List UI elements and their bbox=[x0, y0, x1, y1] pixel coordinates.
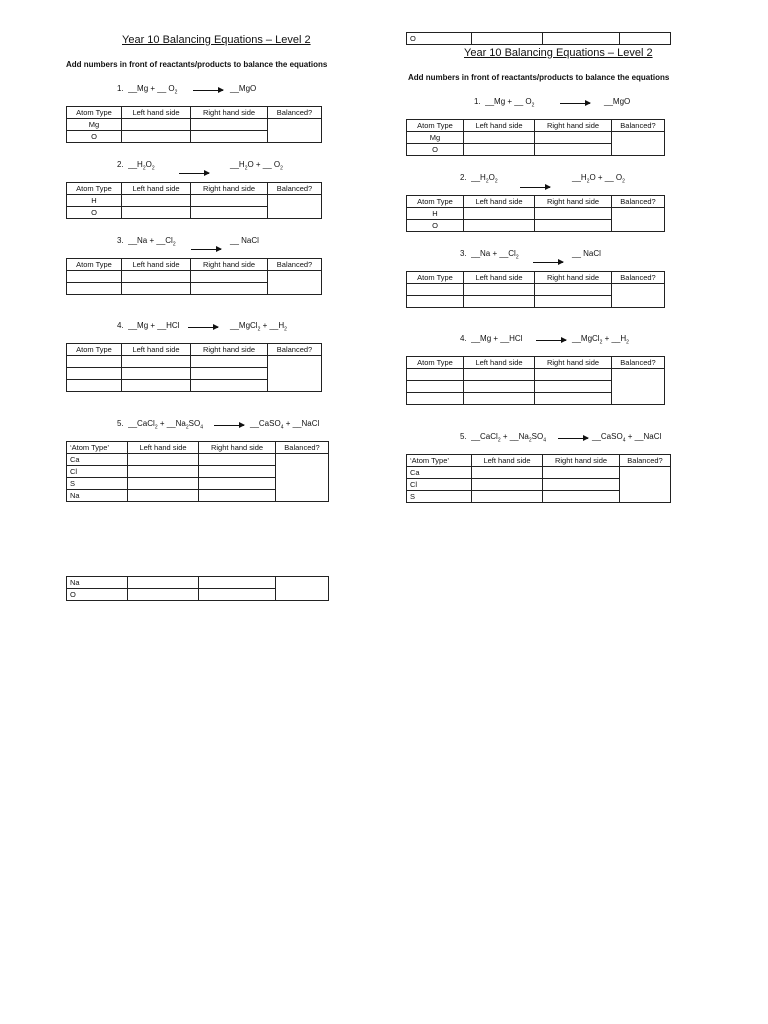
equation-4: 4. __Mg + __HCl bbox=[117, 321, 180, 330]
col-atom-type: Atom Type bbox=[407, 196, 464, 208]
arrow-icon bbox=[179, 173, 209, 174]
atom-table-2 bbox=[66, 182, 322, 219]
balanced-cell[interactable] bbox=[620, 33, 671, 45]
equation-1b-product: __MgO bbox=[604, 97, 631, 106]
page-title: Year 10 Balancing Equations – Level 2 bbox=[122, 34, 311, 46]
instructions-2: Add numbers in front of reactants/products to balance the equations bbox=[408, 73, 670, 82]
balanced-cell[interactable] bbox=[612, 369, 665, 405]
col-atom-type: Atom Type bbox=[67, 259, 122, 271]
rhs-cell[interactable] bbox=[535, 296, 612, 308]
atom-label: Ca bbox=[407, 467, 472, 479]
col-lhs: Left hand side bbox=[122, 344, 191, 356]
col-lhs: Left hand side bbox=[472, 455, 543, 467]
col-lhs: Left hand side bbox=[464, 357, 535, 369]
lhs-cell[interactable] bbox=[122, 271, 191, 283]
atom-label: Cl bbox=[407, 479, 472, 491]
balanced-cell[interactable] bbox=[612, 208, 665, 232]
balanced-cell[interactable] bbox=[620, 467, 671, 503]
lhs-cell[interactable] bbox=[464, 296, 535, 308]
atom-label: O bbox=[407, 33, 472, 45]
arrow-icon bbox=[558, 438, 588, 439]
rhs-cell[interactable] bbox=[199, 490, 276, 502]
col-lhs: Left hand side bbox=[464, 120, 535, 132]
rhs-cell[interactable] bbox=[535, 369, 612, 381]
col-balanced: Balanced? bbox=[268, 344, 322, 356]
atom-label: Mg bbox=[67, 119, 122, 131]
balanced-cell[interactable] bbox=[276, 577, 329, 601]
col-rhs: Right hand side bbox=[199, 442, 276, 454]
atom-cell[interactable] bbox=[407, 284, 464, 296]
equation-3-product: __ NaCl bbox=[230, 236, 259, 245]
rhs-cell[interactable] bbox=[199, 454, 276, 466]
col-atom-type: ‘Atom Type’ bbox=[407, 455, 472, 467]
col-balanced: Balanced? bbox=[268, 107, 322, 119]
col-balanced: Balanced? bbox=[276, 442, 329, 454]
lhs-cell[interactable] bbox=[128, 478, 199, 490]
balanced-cell[interactable] bbox=[276, 454, 329, 502]
atom-cell[interactable] bbox=[67, 283, 122, 295]
atom-label: S bbox=[407, 491, 472, 503]
col-atom-type: ‘Atom Type’ bbox=[67, 442, 128, 454]
equation-1: 1. __Mg + __ $O_2$ bbox=[117, 84, 178, 96]
rhs-cell[interactable] bbox=[535, 208, 612, 220]
col-balanced: Balanced? bbox=[268, 183, 322, 195]
col-rhs: Right hand side bbox=[535, 357, 612, 369]
lhs-cell[interactable] bbox=[464, 144, 535, 156]
col-balanced: Balanced? bbox=[612, 196, 665, 208]
col-rhs: Right hand side bbox=[543, 455, 620, 467]
lhs-cell[interactable] bbox=[128, 589, 199, 601]
col-atom-type: Atom Type bbox=[407, 120, 464, 132]
col-atom-type: Atom Type bbox=[407, 357, 464, 369]
equation-3b-product: __ NaCl bbox=[572, 249, 601, 258]
rhs-cell[interactable] bbox=[535, 284, 612, 296]
col-atom-type: Atom Type bbox=[67, 344, 122, 356]
equation-1b: 1. __Mg + __ $O_2$ bbox=[474, 97, 535, 109]
arrow-icon bbox=[520, 187, 550, 188]
atom-table-2b bbox=[406, 195, 665, 232]
rhs-cell[interactable] bbox=[535, 132, 612, 144]
col-lhs: Left hand side bbox=[464, 196, 535, 208]
atom-label: O bbox=[67, 131, 122, 143]
col-lhs: Left hand side bbox=[464, 272, 535, 284]
lhs-cell[interactable] bbox=[464, 393, 535, 405]
col-balanced: Balanced? bbox=[612, 120, 665, 132]
rhs-cell[interactable] bbox=[543, 467, 620, 479]
lhs-cell[interactable] bbox=[464, 208, 535, 220]
atom-label: Mg bbox=[407, 132, 464, 144]
col-balanced: Balanced? bbox=[612, 272, 665, 284]
arrow-icon bbox=[560, 103, 590, 104]
rhs-cell[interactable] bbox=[191, 207, 268, 219]
equation-4b: 4. __Mg + __HCl bbox=[460, 334, 523, 343]
equation-2b: 2. $\_\_H_2O_2$ bbox=[460, 173, 498, 185]
atom-table-4b bbox=[406, 356, 665, 405]
balanced-cell[interactable] bbox=[268, 271, 322, 295]
atom-cell[interactable] bbox=[407, 369, 464, 381]
col-atom-type: Atom Type bbox=[67, 107, 122, 119]
balanced-cell[interactable] bbox=[268, 119, 322, 143]
page-title-2: Year 10 Balancing Equations – Level 2 bbox=[464, 47, 653, 59]
rhs-cell[interactable] bbox=[199, 577, 276, 589]
atom-label: Cl bbox=[67, 466, 128, 478]
atom-label: S bbox=[67, 478, 128, 490]
arrow-icon bbox=[193, 90, 223, 91]
equation-2-product: $\_\_H_2O$ + __ $O_2$ bbox=[230, 160, 283, 172]
col-rhs: Right hand side bbox=[535, 272, 612, 284]
rhs-cell[interactable] bbox=[191, 131, 268, 143]
rhs-cell[interactable] bbox=[535, 393, 612, 405]
atom-table-3b bbox=[406, 271, 665, 308]
atom-cell[interactable] bbox=[67, 271, 122, 283]
lhs-cell[interactable] bbox=[122, 195, 191, 207]
lhs-cell[interactable] bbox=[472, 33, 543, 45]
atom-cell[interactable] bbox=[67, 356, 122, 368]
col-rhs: Right hand side bbox=[535, 196, 612, 208]
equation-3b: 3. __Na + $\_\_Cl_2$ bbox=[460, 249, 519, 261]
lhs-cell[interactable] bbox=[464, 369, 535, 381]
col-rhs: Right hand side bbox=[191, 344, 268, 356]
atom-table-3 bbox=[66, 258, 322, 295]
rhs-cell[interactable] bbox=[191, 119, 268, 131]
arrow-icon bbox=[191, 249, 221, 250]
atom-table-continued-top bbox=[406, 32, 671, 45]
col-rhs: Right hand side bbox=[191, 107, 268, 119]
col-lhs: Left hand side bbox=[122, 107, 191, 119]
lhs-cell[interactable] bbox=[472, 491, 543, 503]
lhs-cell[interactable] bbox=[464, 132, 535, 144]
lhs-cell[interactable] bbox=[122, 356, 191, 368]
atom-label: Na bbox=[67, 577, 128, 589]
lhs-cell[interactable] bbox=[464, 284, 535, 296]
atom-label: O bbox=[407, 220, 464, 232]
atom-label: H bbox=[67, 195, 122, 207]
col-rhs: Right hand side bbox=[191, 259, 268, 271]
lhs-cell[interactable] bbox=[128, 577, 199, 589]
lhs-cell[interactable] bbox=[464, 381, 535, 393]
atom-cell[interactable] bbox=[67, 368, 122, 380]
atom-label: O bbox=[67, 589, 128, 601]
rhs-cell[interactable] bbox=[191, 380, 268, 392]
col-rhs: Right hand side bbox=[535, 120, 612, 132]
instructions: Add numbers in front of reactants/products to balance the equations bbox=[66, 60, 328, 69]
atom-label: Ca bbox=[67, 454, 128, 466]
equation-5b: 5. __CaCl$_2$ + $\_\_Na_2SO_4$ bbox=[460, 432, 546, 444]
arrow-icon bbox=[188, 327, 218, 328]
balanced-cell[interactable] bbox=[612, 132, 665, 156]
equation-1-product: __MgO bbox=[230, 84, 257, 93]
atom-cell[interactable] bbox=[67, 380, 122, 392]
lhs-cell[interactable] bbox=[122, 283, 191, 295]
col-lhs: Left hand side bbox=[122, 183, 191, 195]
rhs-cell[interactable] bbox=[191, 283, 268, 295]
equation-2: 2. $\_\_H_2O_2$ bbox=[117, 160, 155, 172]
balanced-cell[interactable] bbox=[612, 284, 665, 308]
arrow-icon bbox=[536, 340, 566, 341]
equation-3: 3. __Na + $\_\_Cl_2$ bbox=[117, 236, 176, 248]
col-atom-type: Atom Type bbox=[407, 272, 464, 284]
equation-5b-product: __CaSO$_4$ + __NaCl bbox=[592, 432, 662, 444]
atom-label: O bbox=[67, 207, 122, 219]
col-rhs: Right hand side bbox=[191, 183, 268, 195]
lhs-cell[interactable] bbox=[122, 131, 191, 143]
lhs-cell[interactable] bbox=[128, 454, 199, 466]
lhs-cell[interactable] bbox=[122, 368, 191, 380]
rhs-cell[interactable] bbox=[199, 478, 276, 490]
lhs-cell[interactable] bbox=[128, 466, 199, 478]
atom-table-5b bbox=[406, 454, 671, 503]
atom-table-1b bbox=[406, 119, 665, 156]
rhs-cell[interactable] bbox=[191, 368, 268, 380]
atom-cell[interactable] bbox=[407, 381, 464, 393]
rhs-cell[interactable] bbox=[543, 479, 620, 491]
col-lhs: Left hand side bbox=[122, 259, 191, 271]
arrow-icon bbox=[533, 262, 563, 263]
atom-table-5 bbox=[66, 441, 329, 502]
atom-label: O bbox=[407, 144, 464, 156]
lhs-cell[interactable] bbox=[472, 479, 543, 491]
lhs-cell[interactable] bbox=[464, 220, 535, 232]
rhs-cell[interactable] bbox=[191, 356, 268, 368]
equation-4-product: __MgCl$_2$ + $\_\_H_2$ bbox=[230, 321, 287, 333]
atom-label: H bbox=[407, 208, 464, 220]
rhs-cell[interactable] bbox=[543, 491, 620, 503]
col-lhs: Left hand side bbox=[128, 442, 199, 454]
col-balanced: Balanced? bbox=[620, 455, 671, 467]
equation-2b-product: $\_\_H_2O$ + __ $O_2$ bbox=[572, 173, 625, 185]
rhs-cell[interactable] bbox=[543, 33, 620, 45]
atom-label: Na bbox=[67, 490, 128, 502]
equation-5-product: __CaSO$_4$ + __NaCl bbox=[250, 419, 320, 431]
atom-table-5-continued bbox=[66, 576, 329, 601]
atom-cell[interactable] bbox=[407, 296, 464, 308]
rhs-cell[interactable] bbox=[199, 589, 276, 601]
lhs-cell[interactable] bbox=[128, 490, 199, 502]
lhs-cell[interactable] bbox=[472, 467, 543, 479]
balanced-cell[interactable] bbox=[268, 356, 322, 392]
rhs-cell[interactable] bbox=[191, 195, 268, 207]
rhs-cell[interactable] bbox=[535, 144, 612, 156]
col-balanced: Balanced? bbox=[268, 259, 322, 271]
balanced-cell[interactable] bbox=[268, 195, 322, 219]
rhs-cell[interactable] bbox=[191, 271, 268, 283]
lhs-cell[interactable] bbox=[122, 380, 191, 392]
col-atom-type: Atom Type bbox=[67, 183, 122, 195]
arrow-icon bbox=[214, 425, 244, 426]
atom-table-4 bbox=[66, 343, 322, 392]
lhs-cell[interactable] bbox=[122, 207, 191, 219]
equation-5: 5. __CaCl$_2$ + $\_\_Na_2SO_4$ bbox=[117, 419, 203, 431]
rhs-cell[interactable] bbox=[535, 220, 612, 232]
col-balanced: Balanced? bbox=[612, 357, 665, 369]
rhs-cell[interactable] bbox=[535, 381, 612, 393]
atom-table-1 bbox=[66, 106, 322, 143]
lhs-cell[interactable] bbox=[122, 119, 191, 131]
equation-4b-product: __MgCl$_2$ + $\_\_H_2$ bbox=[572, 334, 629, 346]
rhs-cell[interactable] bbox=[199, 466, 276, 478]
atom-cell[interactable] bbox=[407, 393, 464, 405]
